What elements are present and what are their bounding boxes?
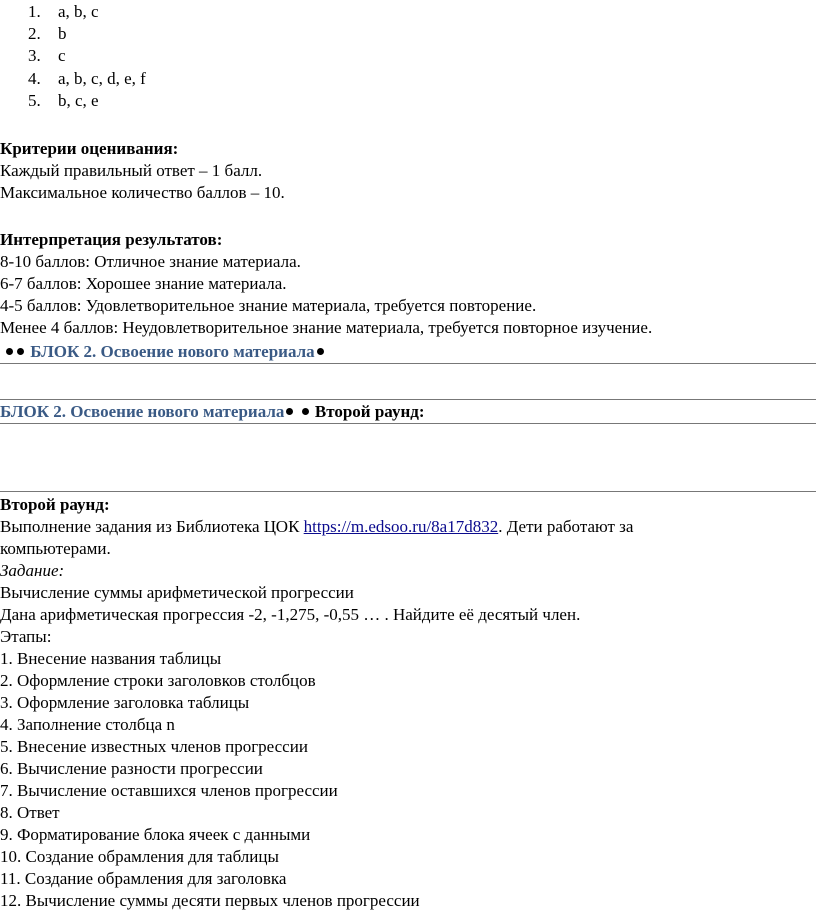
- list-item: 12. Вычисление суммы десяти первых членов прогрессии: [0, 891, 420, 910]
- round-label: Второй раунд:: [314, 402, 425, 421]
- bullet-icon: [286, 408, 293, 415]
- bullet-icon: [17, 348, 24, 355]
- list-number: 1.: [28, 2, 41, 21]
- divider: [0, 363, 816, 364]
- criteria-line: Максимальное количество баллов – 10.: [0, 183, 285, 202]
- list-text: b, c, e: [58, 91, 99, 110]
- list-text: b: [58, 24, 67, 43]
- task-title: Вычисление суммы арифметической прогрессии: [0, 583, 354, 602]
- round2-intro: [0, 516, 633, 538]
- list-item: 3. Оформление заголовка таблицы: [0, 693, 250, 712]
- list-item: 4. Заполнение столбца n: [0, 715, 175, 734]
- interpretation-heading: Интерпретация результатов:: [0, 230, 223, 249]
- list-item: 7. Вычисление оставшихся членов прогрессии: [0, 781, 338, 800]
- bullet-icon: [317, 348, 324, 355]
- list-text: c: [58, 46, 66, 65]
- list-item: 8. Ответ: [0, 803, 60, 822]
- library-link[interactable]: https://m.edsoo.ru/8a17d832: [303, 517, 499, 536]
- criteria-heading: Критерии оценивания:: [0, 139, 179, 158]
- bullet-icon: [302, 408, 309, 415]
- list-item: 6. Вычисление разности прогрессии: [0, 759, 263, 778]
- block2-heading: [4, 341, 326, 363]
- list-number: 2.: [28, 24, 41, 43]
- list-number: 4.: [28, 69, 41, 88]
- list-item: 1. Внесение названия таблицы: [0, 649, 222, 668]
- list-number: 3.: [28, 46, 41, 65]
- list-item: 10. Создание обрамления для таблицы: [0, 847, 279, 866]
- interpretation-line: 4-5 баллов: Удовлетворительное знание материала, требуется повторение.: [0, 296, 537, 315]
- stages-label: Этапы:: [0, 627, 52, 646]
- intro-text: . Дети работают за: [498, 517, 634, 536]
- list-text: a, b, c, d, e, f: [58, 69, 146, 88]
- interpretation-line: 8-10 баллов: Отличное знание материала.: [0, 252, 301, 271]
- divider: [0, 399, 816, 400]
- round2-intro-cont: компьютерами.: [0, 539, 111, 558]
- criteria-line: Каждый правильный ответ – 1 балл.: [0, 161, 263, 180]
- list-text: a, b, c: [58, 2, 99, 21]
- round2-heading: Второй раунд:: [0, 495, 110, 514]
- intro-text: Выполнение задания из Библиотека ЦОК: [0, 517, 304, 536]
- list-number: 5.: [28, 91, 41, 110]
- interpretation-line: 6-7 баллов: Хорошее знание материала.: [0, 274, 287, 293]
- block2-round-heading: [0, 401, 425, 423]
- list-item: 11. Создание обрамления для заголовка: [0, 869, 287, 888]
- divider: [0, 423, 816, 424]
- bullet-icon: [6, 348, 13, 355]
- block2-title: БЛОК 2. Освоение нового материала: [0, 402, 285, 421]
- list-item: 2. Оформление строки заголовков столбцов: [0, 671, 316, 690]
- interpretation-line: Менее 4 баллов: Неудовлетворительное знание материала, требуется повторное изучение.: [0, 318, 653, 337]
- list-item: 9. Форматирование блока ячеек с данными: [0, 825, 311, 844]
- block2-title: БЛОК 2. Освоение нового материала: [30, 342, 315, 361]
- task-label: Задание:: [0, 561, 65, 580]
- divider: [0, 491, 816, 492]
- list-item: 5. Внесение известных членов прогрессии: [0, 737, 308, 756]
- task-text: Дана арифметическая прогрессия -2, -1,275, -0,55 … . Найдите её десятый член.: [0, 605, 581, 624]
